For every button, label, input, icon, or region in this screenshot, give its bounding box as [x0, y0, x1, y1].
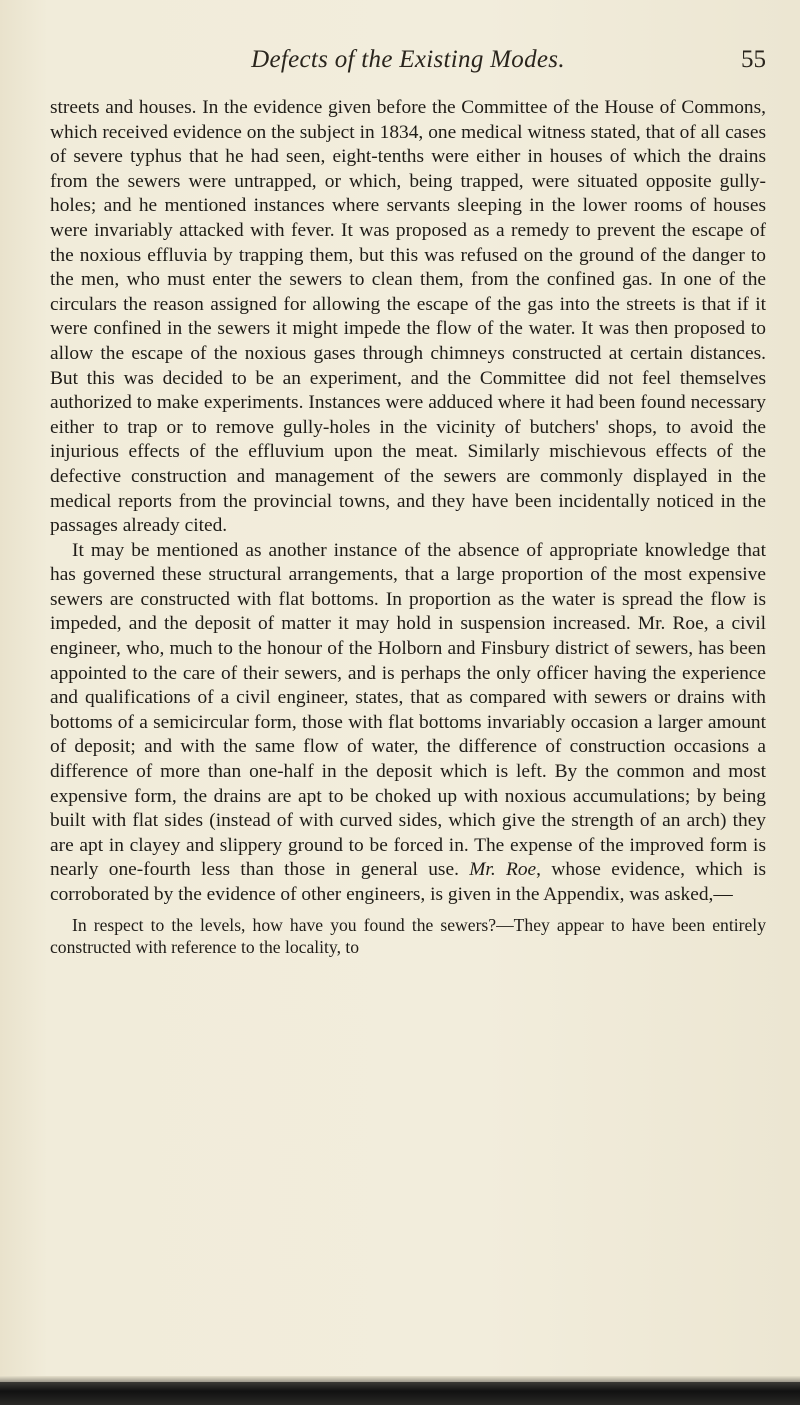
page-bottom-edge [0, 1382, 800, 1405]
running-head [48, 46, 768, 86]
paragraph-2-part-b: , a civil engineer, who, much to the honour of the Holborn and Finsbury district of sewers, has been appointed to the care of their sewers, and is perhaps the only officer having the experience and qualifications of a civil engineer, states, that as compared with sewers or drains with bottoms of a semicircular form, those with flat bottoms invariably occasion a larger amount of deposit; and with the same flow of water, the difference of construction occasions a difference of more than one-half in the deposit which is left. By the common and most expensive form, the drains are apt to be choked up with noxious accumulations; by being built with flat sides (instead of with curved sides, which give the strength of an arch) they are apt in clayey and slippery ground to be forced in. The expense of the improved form is nearly one-fourth less than those in general use. [50, 613, 766, 881]
paragraph-2-name: Mr. Roe [637, 613, 704, 635]
paragraph-2 [50, 539, 766, 908]
paragraph-1: streets and houses. In the evidence given before the Committee of the House of Commons, which received evidence on the subject in 1834, one medical witness stated, that of all cases of severe typhus that he had seen, eight-tenths were either in houses of which the drains from the sewers were untrapped, or which, being trapped, were situated opposite gully-holes; and he mentioned instances where servants sleeping in the lower rooms of houses were invariably attacked with fever. It was proposed as a remedy to prevent the escape of the noxious effluvia by trapping them, but this was refused on the ground of the danger to the men, who must enter the sewers to clean them, from the confined gas. In one of the circulars the reason assigned for allowing the escape of the gas into the streets is that if it were confined in the sewers it might impede the flow of the water. It was then proposed to allow the escape of the noxious gases through chimneys constructed at certain distances. But this was decided to be an experiment, and the Committee did not feel themselves authorized to make experiments. Instances were adduced where it had been found necessary either to trap or to remove gully-holes in the vicinity of butchers' shops, to avoid the injurious effects of the effluvium upon the meat. Similarly mischievous effects of the defective construction and management of the sewers are commonly displayed in the medical reports from the provincial towns, and they have been incidentally noticed in the passages already cited. [50, 97, 766, 537]
paragraph-2-name-italic: Mr. Roe [469, 859, 537, 881]
body-text [50, 96, 766, 958]
paragraph-2-part-c: , whose evidence, which is corroborated by the evidence of other engineers, is given in the Appendix, was asked,— [50, 859, 767, 905]
running-title: Defects of the Existing Modes. [251, 46, 565, 73]
paragraph-3-quotation: In respect to the levels, how have you found the sewers?—They appear to have been entirely constructed with reference to the locality, to [50, 914, 766, 957]
paragraph-2-part-a: It may be mentioned as another instance of the absence of appropriate knowledge that has governed these structural arrangements, that a large proportion of the most expensive sewers are constructed with flat bottoms. In proportion as the water is spread the flow is impeded, and the deposit of matter it may hold in suspension increased. [50, 539, 766, 635]
page-number: 55 [741, 46, 766, 73]
